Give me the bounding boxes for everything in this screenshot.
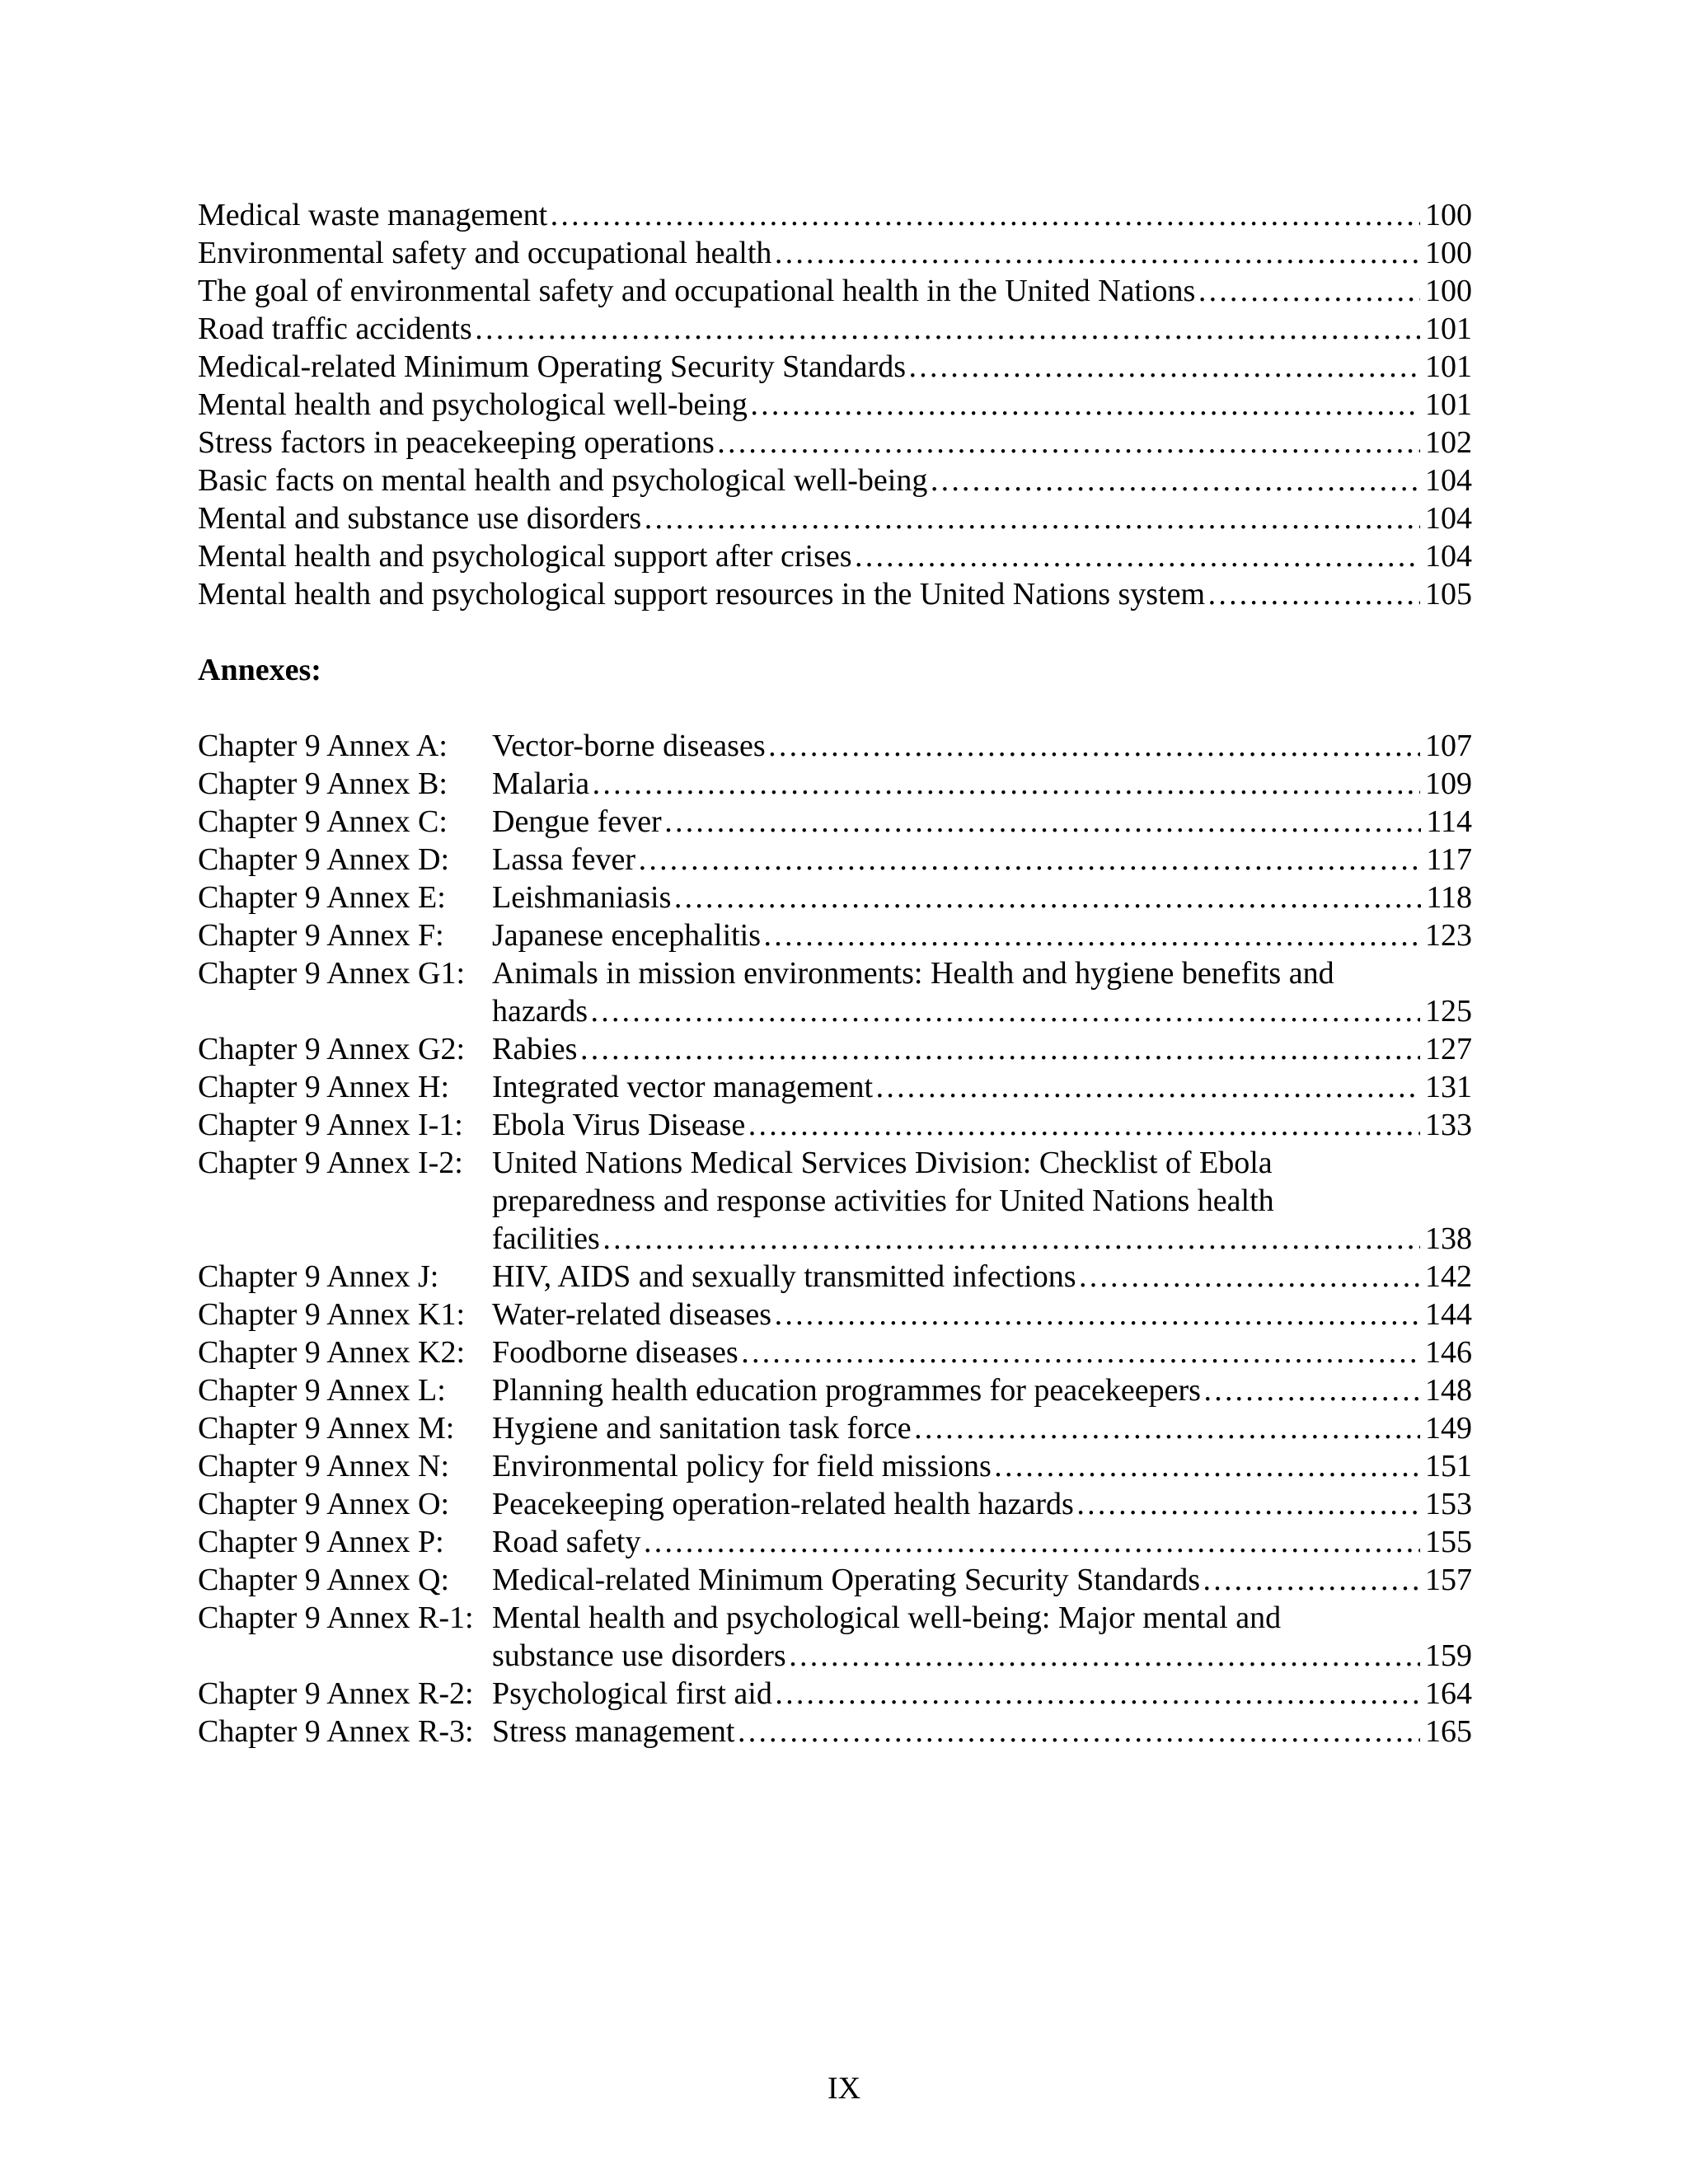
toc-leader-dots xyxy=(663,803,1422,841)
annex-entry[interactable] xyxy=(198,1296,1472,1333)
table-of-contents xyxy=(198,196,1472,1750)
toc-leader-dots xyxy=(749,386,1420,424)
annex-page: 127 xyxy=(1425,1032,1472,1066)
annex-title-line xyxy=(492,1485,1472,1523)
toc-entry[interactable] xyxy=(198,310,1472,348)
annex-body xyxy=(492,1447,1472,1485)
annex-body xyxy=(492,803,1472,841)
annex-label: Chapter 9 Annex B: xyxy=(198,766,448,801)
annex-title-line xyxy=(492,1296,1472,1333)
toc-leader-dots xyxy=(740,1333,1420,1371)
annex-entry[interactable] xyxy=(198,954,1472,1030)
annex-page: 148 xyxy=(1425,1373,1472,1408)
toc-leader-dots xyxy=(591,765,1420,803)
annex-title: Peacekeeping operation-related health hazards xyxy=(492,1487,1074,1521)
annex-body xyxy=(492,1144,1472,1258)
annex-title: substance use disorders xyxy=(492,1638,786,1673)
annex-label: Chapter 9 Annex Q: xyxy=(198,1563,450,1597)
annex-title: United Nations Medical Services Division: Checklist of Ebola xyxy=(492,1146,1273,1180)
toc-entry[interactable] xyxy=(198,499,1472,537)
annex-title-line xyxy=(492,1333,1472,1371)
annex-label: Chapter 9 Annex C: xyxy=(198,804,448,839)
annex-label: Chapter 9 Annex J: xyxy=(198,1259,439,1294)
annex-title: Foodborne diseases xyxy=(492,1335,738,1370)
annex-body xyxy=(492,1333,1472,1371)
annex-title: hazards xyxy=(492,994,588,1029)
toc-entry-title: Mental and substance use disorders xyxy=(198,501,642,536)
annex-title: Japanese encephalitis xyxy=(492,918,762,953)
toc-entry[interactable] xyxy=(198,462,1472,499)
annex-page: 125 xyxy=(1425,994,1472,1029)
annex-entry[interactable] xyxy=(198,1258,1472,1296)
toc-leader-dots xyxy=(736,1713,1420,1750)
toc-leader-dots xyxy=(643,499,1420,537)
annex-title-line xyxy=(492,1106,1472,1144)
toc-leader-dots xyxy=(602,1220,1420,1258)
toc-entry-title: Stress factors in peacekeeping operations xyxy=(198,425,715,460)
toc-entry-title: Medical waste management xyxy=(198,198,548,232)
toc-leader-dots xyxy=(549,196,1420,234)
toc-leader-dots xyxy=(1203,1371,1420,1409)
annex-page: 118 xyxy=(1426,880,1472,915)
annex-title-line xyxy=(492,879,1472,916)
annex-entry[interactable] xyxy=(198,1523,1472,1561)
toc-leader-dots xyxy=(1197,272,1420,310)
annex-title: HIV, AIDS and sexually transmitted infections xyxy=(492,1259,1076,1294)
annex-title-line xyxy=(492,1030,1472,1068)
toc-entry-page: 101 xyxy=(1425,349,1472,384)
annex-page: 146 xyxy=(1425,1335,1472,1370)
toc-leader-dots xyxy=(637,841,1421,879)
annex-label: Chapter 9 Annex L: xyxy=(198,1373,446,1408)
toc-entry[interactable] xyxy=(198,386,1472,424)
annex-title-line xyxy=(492,1409,1472,1447)
annex-title: Malaria xyxy=(492,766,590,801)
toc-leader-dots xyxy=(913,1409,1420,1447)
annex-title: Integrated vector management xyxy=(492,1070,874,1104)
toc-leader-dots xyxy=(929,462,1420,499)
annex-title-line xyxy=(492,1637,1472,1675)
annex-label: Chapter 9 Annex D: xyxy=(198,842,450,877)
annex-title-line xyxy=(492,1713,1472,1750)
annex-title: Hygiene and sanitation task force xyxy=(492,1411,912,1446)
annex-page: 157 xyxy=(1425,1563,1472,1597)
annex-title: Ebola Virus Disease xyxy=(492,1108,746,1142)
annex-page: 131 xyxy=(1425,1070,1472,1104)
toc-leader-dots xyxy=(773,1296,1420,1333)
toc-leader-dots xyxy=(673,879,1421,916)
annex-page: 144 xyxy=(1425,1297,1472,1332)
annex-label: Chapter 9 Annex M: xyxy=(198,1411,455,1446)
annex-title: Water-related diseases xyxy=(492,1297,772,1332)
annex-entry[interactable] xyxy=(198,879,1472,916)
toc-leader-dots xyxy=(874,1068,1420,1106)
toc-entry-title: Medical-related Minimum Operating Security Standards xyxy=(198,349,906,384)
annex-label: Chapter 9 Annex K2: xyxy=(198,1335,466,1370)
toc-entry[interactable] xyxy=(198,272,1472,310)
annex-title-line xyxy=(492,727,1472,765)
annex-title: Leishmaniasis xyxy=(492,880,672,915)
annex-page: 114 xyxy=(1426,804,1472,839)
toc-leader-dots xyxy=(767,727,1420,765)
annex-title-line xyxy=(492,803,1472,841)
annex-entry[interactable] xyxy=(198,1409,1472,1447)
annex-body xyxy=(492,1675,1472,1713)
annex-title: preparedness and response activities for United Nations health xyxy=(492,1183,1274,1218)
toc-leader-dots xyxy=(589,992,1420,1030)
annex-title: Lassa fever xyxy=(492,842,636,877)
annex-entry[interactable] xyxy=(198,1713,1472,1750)
annex-body xyxy=(492,727,1472,765)
annex-body xyxy=(492,1371,1472,1409)
annex-label: Chapter 9 Annex O: xyxy=(198,1487,450,1521)
toc-leader-dots xyxy=(579,1030,1420,1068)
annex-title-line xyxy=(492,841,1472,879)
toc-leader-dots xyxy=(854,537,1420,575)
toc-entry-page: 100 xyxy=(1425,198,1472,232)
toc-leader-dots xyxy=(907,348,1420,386)
annex-label: Chapter 9 Annex I-1: xyxy=(198,1108,463,1142)
annex-body xyxy=(492,1599,1472,1675)
toc-entry[interactable] xyxy=(198,575,1472,613)
annex-label: Chapter 9 Annex H: xyxy=(198,1070,450,1104)
annex-title-line xyxy=(492,1447,1472,1485)
annex-page: 153 xyxy=(1425,1487,1472,1521)
annex-body xyxy=(492,1258,1472,1296)
annex-body xyxy=(492,1296,1472,1333)
annex-body xyxy=(492,1068,1472,1106)
annex-body xyxy=(492,916,1472,954)
annex-label: Chapter 9 Annex F: xyxy=(198,918,444,953)
annex-title-line xyxy=(492,1523,1472,1561)
annex-body xyxy=(492,1409,1472,1447)
annex-title-line xyxy=(492,1561,1472,1599)
annex-label: Chapter 9 Annex E: xyxy=(198,880,446,915)
annex-title: Psychological first aid xyxy=(492,1676,772,1711)
toc-leader-dots xyxy=(788,1637,1420,1675)
annex-label: Chapter 9 Annex K1: xyxy=(198,1297,466,1332)
annex-body xyxy=(492,1106,1472,1144)
toc-entry-title: Basic facts on mental health and psychological well-being xyxy=(198,463,928,498)
annex-title: Road safety xyxy=(492,1525,641,1559)
annex-entry[interactable] xyxy=(198,803,1472,841)
annex-label: Chapter 9 Annex G2: xyxy=(198,1032,466,1066)
annex-label: Chapter 9 Annex R-3: xyxy=(198,1714,474,1749)
toc-leader-dots xyxy=(993,1447,1420,1485)
toc-entry-title: Mental health and psychological well-being xyxy=(198,387,748,422)
page-number: IX xyxy=(827,2071,861,2106)
toc-leader-dots xyxy=(474,310,1420,348)
toc-entry-page: 105 xyxy=(1425,577,1472,612)
annex-page: 107 xyxy=(1425,729,1472,763)
annex-body xyxy=(492,954,1472,1030)
toc-annexes xyxy=(198,727,1472,1750)
annex-entry[interactable] xyxy=(198,1599,1472,1675)
annex-label: Chapter 9 Annex R-2: xyxy=(198,1676,474,1711)
annex-page: 155 xyxy=(1425,1525,1472,1559)
toc-entry-title: Mental health and psychological support after crises xyxy=(198,539,852,574)
toc-leader-dots xyxy=(762,916,1420,954)
annex-body xyxy=(492,879,1472,916)
annex-page: 164 xyxy=(1425,1676,1472,1711)
annex-page: 165 xyxy=(1425,1714,1472,1749)
annex-entry[interactable] xyxy=(198,1333,1472,1371)
annexes-heading: Annexes: xyxy=(198,653,321,687)
toc-entry-page: 101 xyxy=(1425,312,1472,346)
annex-title-line xyxy=(492,916,1472,954)
annex-body xyxy=(492,1485,1472,1523)
toc-entry[interactable] xyxy=(198,537,1472,575)
annex-title: Rabies xyxy=(492,1032,578,1066)
annex-page: 133 xyxy=(1425,1108,1472,1142)
toc-sections xyxy=(198,196,1472,613)
annex-page: 123 xyxy=(1425,918,1472,953)
annex-body xyxy=(492,1030,1472,1068)
toc-entry-page: 104 xyxy=(1425,501,1472,536)
annex-entry[interactable] xyxy=(198,1068,1472,1106)
annex-title: Dengue fever xyxy=(492,804,662,839)
annex-label: Chapter 9 Annex R-1: xyxy=(198,1601,474,1635)
toc-entry[interactable] xyxy=(198,234,1472,272)
toc-entry-page: 101 xyxy=(1425,387,1472,422)
annex-label: Chapter 9 Annex P: xyxy=(198,1525,444,1559)
annex-title-line xyxy=(492,1220,1472,1258)
toc-entry-title: Environmental safety and occupational health xyxy=(198,236,772,270)
annex-entry[interactable] xyxy=(198,916,1472,954)
toc-entry-page: 104 xyxy=(1425,463,1472,498)
annex-label: Chapter 9 Annex G1: xyxy=(198,956,466,991)
annex-label: Chapter 9 Annex I-2: xyxy=(198,1146,463,1180)
annex-body xyxy=(492,1523,1472,1561)
toc-entry-page: 104 xyxy=(1425,539,1472,574)
toc-leader-dots xyxy=(1078,1258,1420,1296)
annex-title-line xyxy=(492,1371,1472,1409)
annex-entry[interactable] xyxy=(198,1561,1472,1599)
annex-title: Vector-borne diseases xyxy=(492,729,766,763)
annex-title: Medical-related Minimum Operating Security Standards xyxy=(492,1563,1200,1597)
annex-entry[interactable] xyxy=(198,1144,1472,1258)
annex-entry[interactable] xyxy=(198,727,1472,765)
annex-title: facilities xyxy=(492,1221,600,1256)
annex-title: Stress management xyxy=(492,1714,735,1749)
annex-title-line xyxy=(492,1675,1472,1713)
annex-page: 151 xyxy=(1425,1449,1472,1483)
toc-entry-page: 100 xyxy=(1425,236,1472,270)
annex-title: Animals in mission environments: Health and hygiene benefits and xyxy=(492,956,1334,991)
toc-leader-dots xyxy=(747,1106,1420,1144)
annex-entry[interactable] xyxy=(198,765,1472,803)
annex-page: 159 xyxy=(1425,1638,1472,1673)
annex-label: Chapter 9 Annex N: xyxy=(198,1449,450,1483)
annex-entry[interactable] xyxy=(198,1675,1472,1713)
annex-page: 109 xyxy=(1425,766,1472,801)
annex-title-line xyxy=(492,1068,1472,1106)
annex-page: 117 xyxy=(1426,842,1472,877)
annex-body xyxy=(492,841,1472,879)
toc-entry[interactable] xyxy=(198,348,1472,386)
toc-entry-title: Road traffic accidents xyxy=(198,312,472,346)
toc-leader-dots xyxy=(642,1523,1420,1561)
toc-entry[interactable] xyxy=(198,196,1472,234)
annex-entry[interactable] xyxy=(198,1447,1472,1485)
annex-entry[interactable] xyxy=(198,1371,1472,1409)
toc-leader-dots xyxy=(716,424,1420,462)
toc-leader-dots xyxy=(1207,575,1420,613)
annex-page: 138 xyxy=(1425,1221,1472,1256)
annex-page: 149 xyxy=(1425,1411,1472,1446)
annex-title: Environmental policy for field missions xyxy=(492,1449,992,1483)
toc-leader-dots xyxy=(773,234,1420,272)
toc-entry-page: 102 xyxy=(1425,425,1472,460)
annex-entry[interactable] xyxy=(198,1106,1472,1144)
toc-entry-title: Mental health and psychological support resources in the United Nations system xyxy=(198,577,1206,612)
annex-body xyxy=(492,1561,1472,1599)
toc-entry-title: The goal of environmental safety and occupational health in the United Nations xyxy=(198,274,1196,308)
toc-entry[interactable] xyxy=(198,424,1472,462)
annex-entry[interactable] xyxy=(198,1030,1472,1068)
toc-leader-dots xyxy=(1076,1485,1420,1523)
annex-title: Planning health education programmes for peacekeepers xyxy=(492,1373,1201,1408)
annex-entry[interactable] xyxy=(198,1485,1472,1523)
annex-body xyxy=(492,1713,1472,1750)
annex-title-line xyxy=(492,1258,1472,1296)
annex-title-line xyxy=(492,992,1472,1030)
toc-leader-dots xyxy=(774,1675,1420,1713)
annex-label: Chapter 9 Annex A: xyxy=(198,729,448,763)
annex-title-line xyxy=(492,765,1472,803)
annex-title: Mental health and psychological well-being: Major mental and xyxy=(492,1601,1282,1635)
toc-leader-dots xyxy=(1202,1561,1420,1599)
toc-entry-page: 100 xyxy=(1425,274,1472,308)
annex-entry[interactable] xyxy=(198,841,1472,879)
annex-body xyxy=(492,765,1472,803)
annex-page: 142 xyxy=(1425,1259,1472,1294)
